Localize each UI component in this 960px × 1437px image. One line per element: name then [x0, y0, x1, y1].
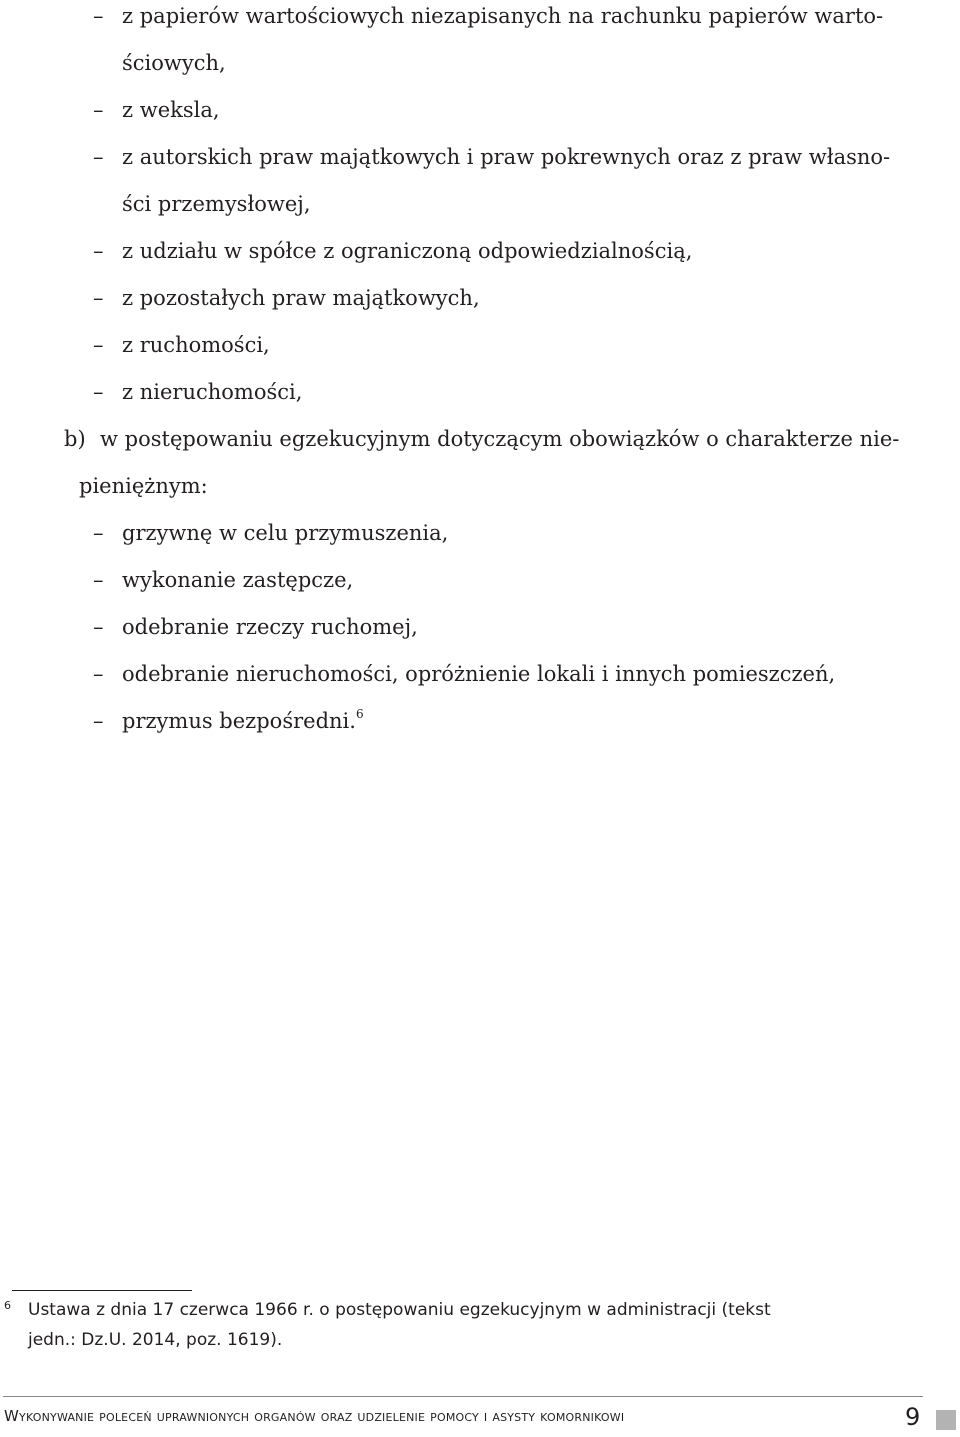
dash-bullet: –	[93, 286, 104, 310]
dash-bullet: –	[93, 4, 104, 28]
list-item-text: wykonanie zastępcze,	[122, 568, 354, 592]
list-item-text: z nieruchomości,	[122, 380, 303, 404]
list-item-text: odebranie nieruchomości, opróżnienie lokali i innych pomieszczeń,	[122, 662, 836, 686]
dash-bullet: –	[93, 709, 104, 733]
list-item-text: z papierów wartościowych niezapisanych na rachunku papierów warto-	[122, 4, 884, 28]
dash-bullet: –	[93, 521, 104, 545]
dash-bullet: –	[93, 98, 104, 122]
dash-bullet: –	[93, 615, 104, 639]
list-item-text: z udziału w spółce z ograniczoną odpowiedzialnością,	[122, 239, 693, 263]
section-marker: b)	[64, 427, 86, 451]
page-marker-square-icon	[936, 1410, 956, 1430]
dash-bullet: –	[93, 239, 104, 263]
list-item-text: z weksla,	[122, 98, 220, 122]
footer-divider	[3, 1396, 923, 1397]
running-footer-title: Wykonywanie poleceń uprawnionych organów oraz udzielenie pomocy i asysty komornikowi	[4, 1407, 625, 1425]
dash-bullet: –	[93, 145, 104, 169]
list-item-text: odebranie rzeczy ruchomej,	[122, 615, 418, 639]
list-item-text: z ruchomości,	[122, 333, 270, 357]
dash-bullet: –	[93, 568, 104, 592]
footnote-text: Ustawa z dnia 17 czerwca 1966 r. o postępowaniu egzekucyjnym w administracji (tekst	[28, 1300, 771, 1320]
list-item-text: grzywnę w celu przymuszenia,	[122, 521, 449, 545]
footnote-text: jedn.: Dz.U. 2014, poz. 1619).	[28, 1330, 283, 1350]
list-item-text: z autorskich praw majątkowych i praw pokrewnych oraz z praw własno-	[122, 145, 891, 169]
list-item-text: ści przemysłowej,	[122, 192, 311, 216]
section-text: pieniężnym:	[79, 474, 208, 498]
list-item-text: z pozostałych praw majątkowych,	[122, 286, 480, 310]
footnote-separator	[12, 1290, 192, 1291]
dash-bullet: –	[93, 333, 104, 357]
list-item-text: ściowych,	[122, 51, 226, 75]
dash-bullet: –	[93, 380, 104, 404]
footnote-number: 6	[4, 1299, 11, 1312]
section-text: w postępowaniu egzekucyjnym dotyczącym obowiązków o charakterze nie-	[100, 427, 900, 451]
page-number: 9	[905, 1403, 921, 1431]
footnote-reference[interactable]: 6	[355, 707, 364, 721]
list-item-text	[122, 698, 364, 745]
list-item-label: przymus bezpośredni.	[122, 709, 356, 733]
dash-bullet: –	[93, 662, 104, 686]
